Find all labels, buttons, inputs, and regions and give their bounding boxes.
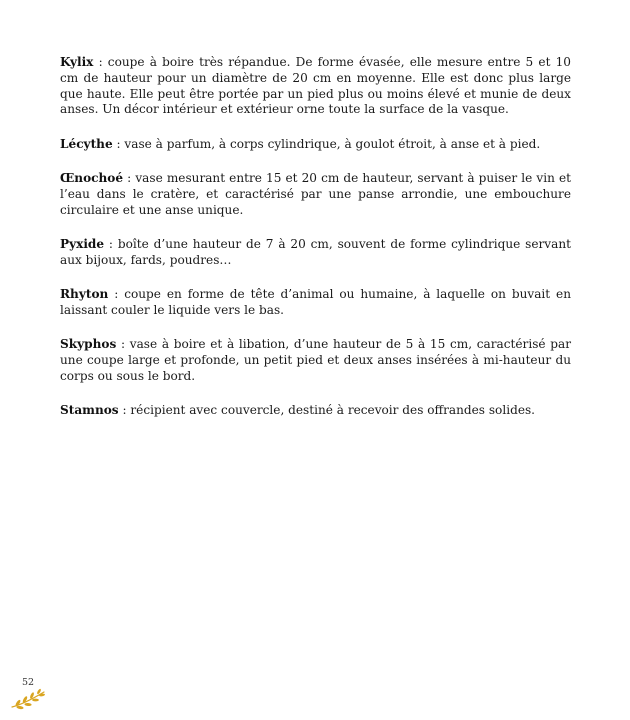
glossary-entry-pyxide — [60, 237, 571, 269]
glossary-entry-kylix — [60, 55, 571, 118]
glossary-term: Pyxide — [60, 236, 105, 251]
glossary-entry-lecythe — [60, 137, 571, 153]
glossary-term: Œnochoé — [60, 170, 124, 185]
glossary-definition: : récipient avec couvercle, destiné à recevoir des offrandes solides. — [118, 402, 536, 417]
glossary-list — [60, 55, 571, 437]
glossary-definition: : vase à boire et à libation, d’une hauteur de 5 à 15 cm, caractérisé par une coupe large et profonde, un petit pied et deux anses insérées à mi-hauteur du corps ou sous le bord. — [60, 337, 571, 383]
glossary-entry-stamnos — [60, 403, 571, 419]
laurel-branch-icon — [10, 686, 46, 710]
glossary-term: Kylix — [60, 55, 94, 69]
glossary-definition: : coupe en forme de tête d’animal ou humaine, à laquelle on buvait en laissant couler le liquide vers le bas. — [60, 286, 571, 317]
glossary-entry-oenochoe — [60, 171, 571, 218]
page-number: 52 — [22, 677, 35, 688]
page-footer — [0, 672, 80, 720]
glossary-term: Skyphos — [60, 337, 117, 352]
glossary-term: Lécythe — [60, 136, 113, 151]
glossary-term: Rhyton — [60, 286, 109, 301]
glossary-definition: : boîte d’une hauteur de 7 à 20 cm, souvent de forme cylindrique servant aux bijoux, fards, poudres… — [60, 236, 571, 267]
glossary-definition: : vase mesurant entre 15 et 20 cm de hauteur, servant à puiser le vin et l’eau dans le cratère, et caractérisé par une panse arrondie, une embouchure circulaire et une anse unique. — [60, 170, 571, 217]
glossary-definition: : vase à parfum, à corps cylindrique, à goulot étroit, à anse et à pied. — [112, 136, 541, 151]
glossary-entry-skyphos — [60, 337, 571, 384]
glossary-entry-rhyton — [60, 287, 571, 319]
glossary-definition: : coupe à boire très répandue. De forme évasée, elle mesure entre 5 et 10 cm de hauteur pour un diamètre de 20 cm en moyenne. Elle est donc plus large que haute. Elle peut être portée par un pied plus ou moins élevé et munie de deux anses. Un décor intérieur et extérieur orne toute la surface de la vasque. — [60, 55, 571, 117]
glossary-term: Stamnos — [60, 402, 119, 417]
